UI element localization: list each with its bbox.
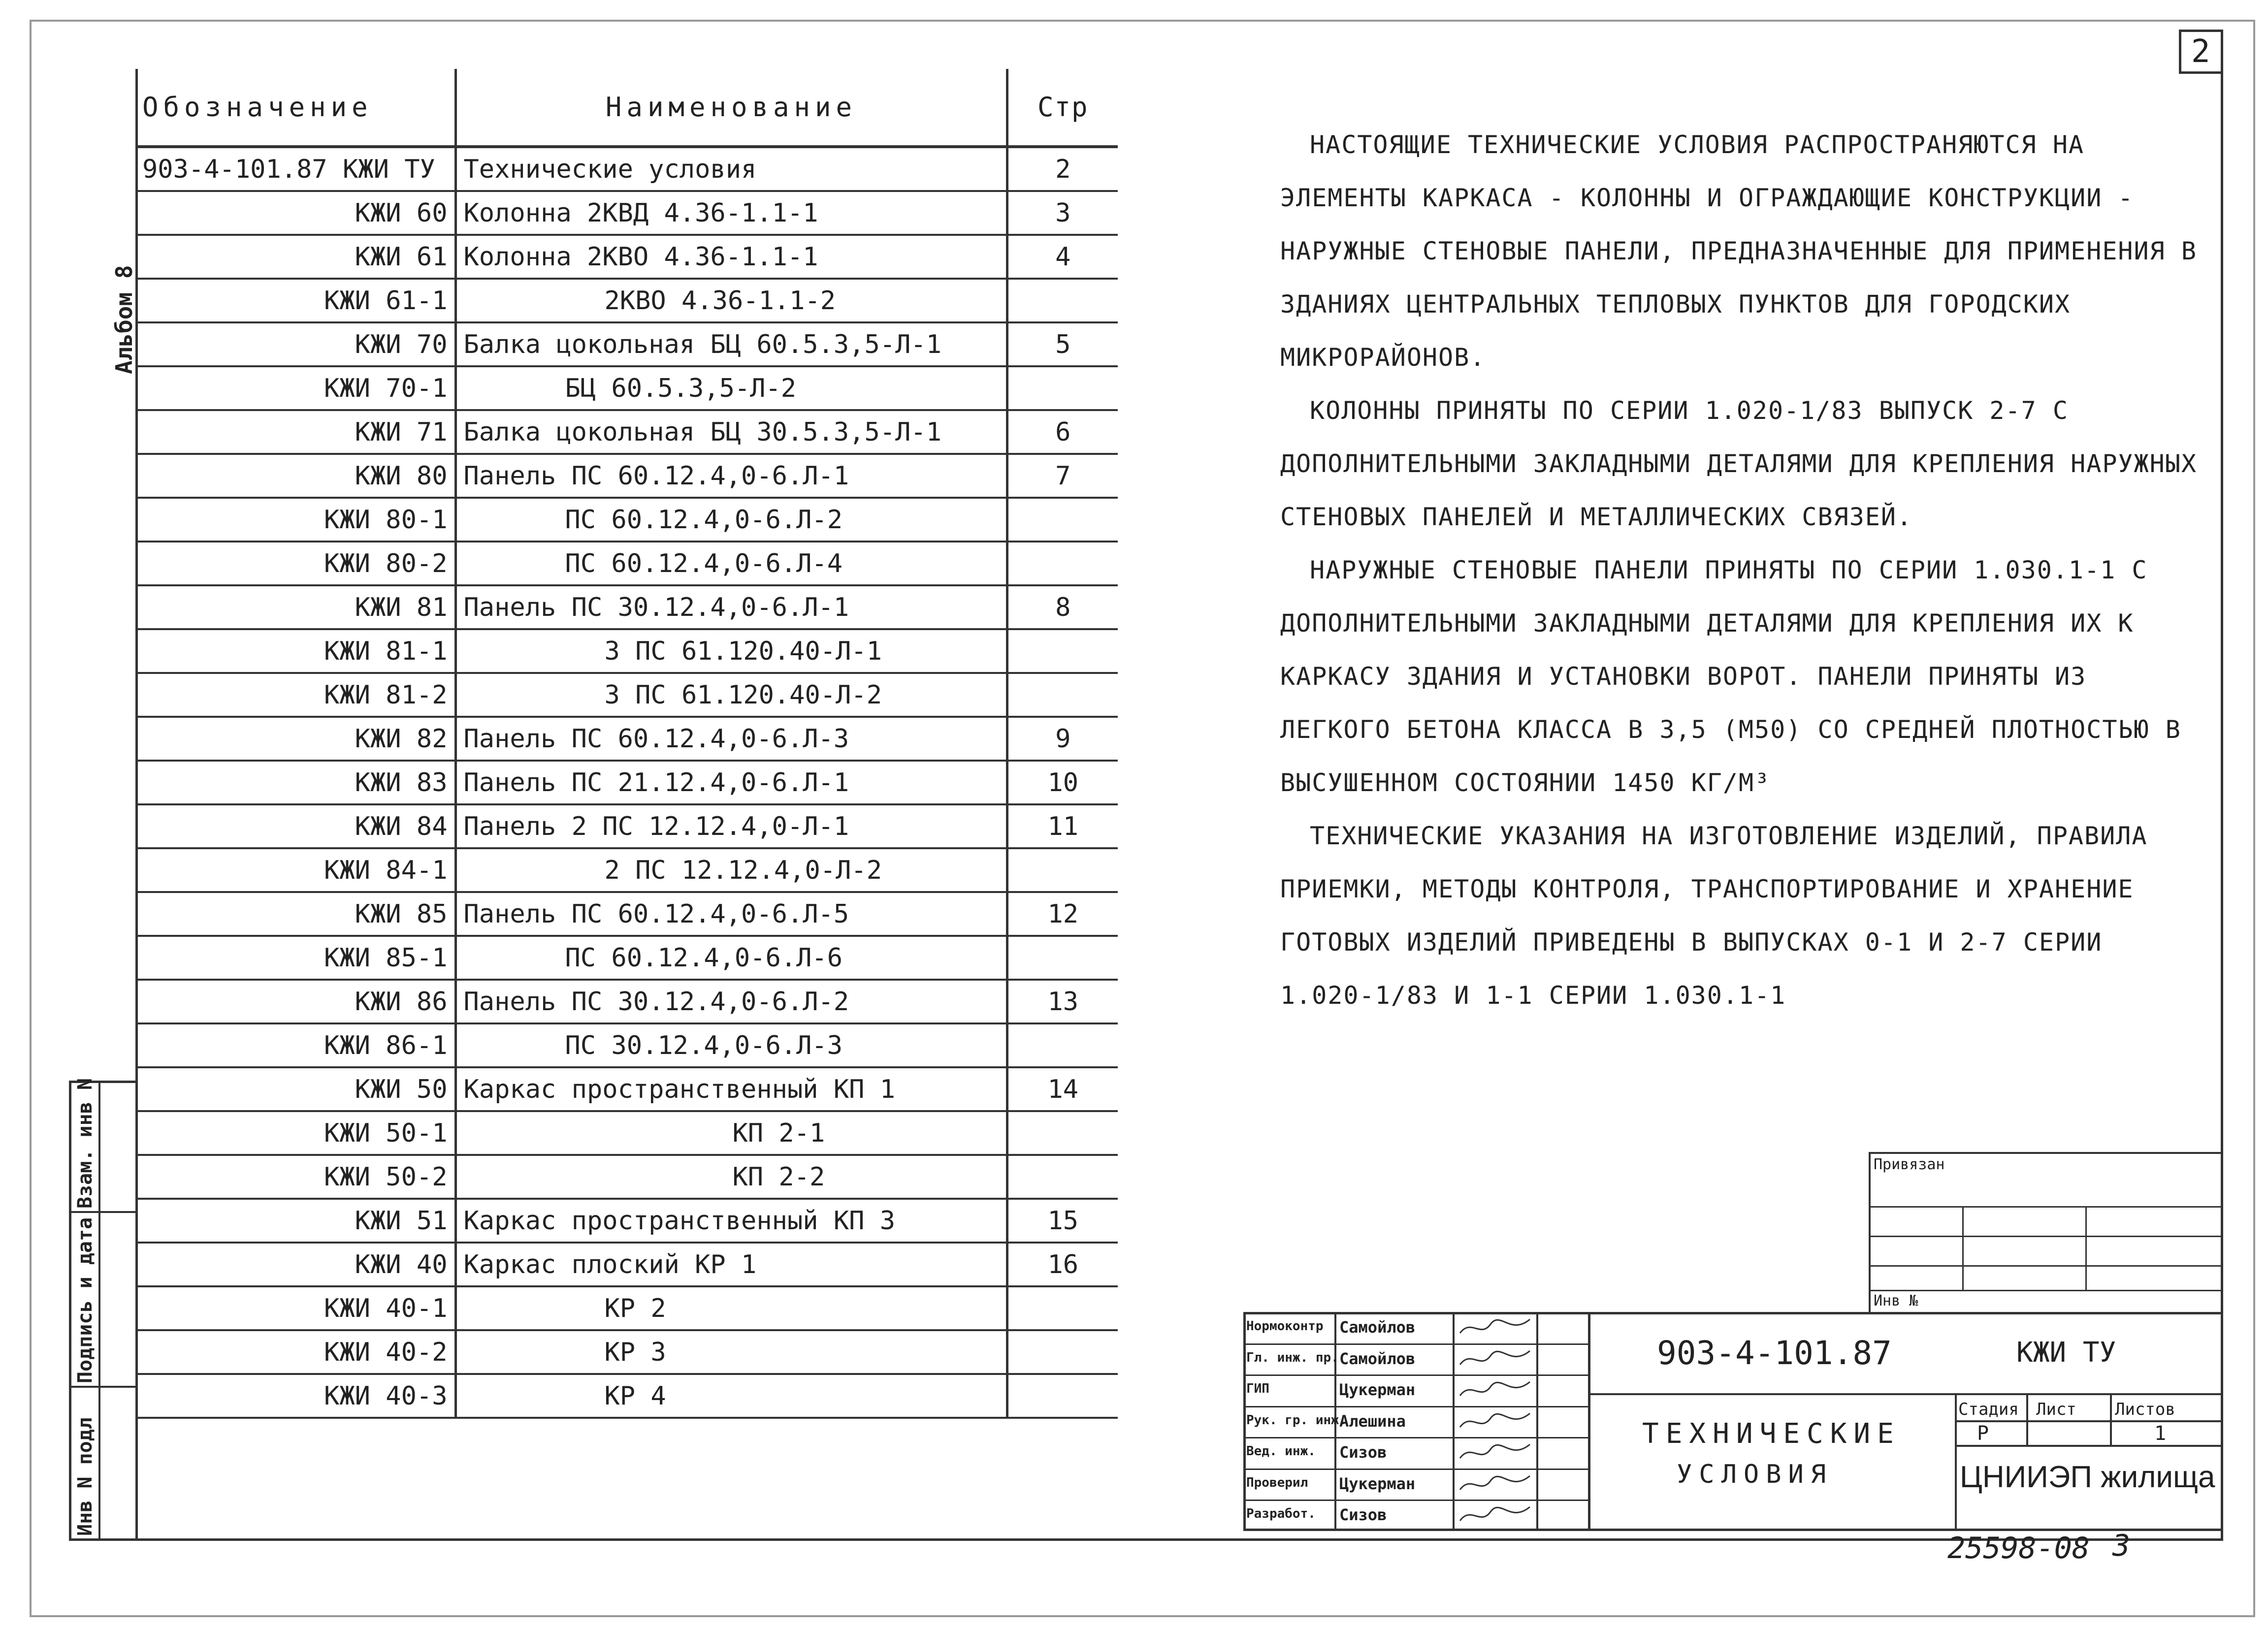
row-name: ПС 60.12.4,0-6.Л-6 xyxy=(455,936,1007,980)
sheet-header: Лист xyxy=(2036,1400,2076,1419)
signature-name: Сизов xyxy=(1339,1443,1387,1462)
signature-role: Вед. инж. xyxy=(1246,1444,1316,1459)
row-designation: КЖИ 40-1 xyxy=(135,1286,455,1330)
row-name: Панель ПС 21.12.4,0-6.Л-1 xyxy=(455,761,1007,804)
table-row xyxy=(135,1199,1118,1243)
handwritten-signature xyxy=(1456,1345,1535,1373)
row-designation: КЖИ 81-1 xyxy=(135,629,455,673)
row-page xyxy=(1007,1286,1118,1330)
signature-role: Нормоконтр xyxy=(1246,1319,1324,1334)
row-page: 10 xyxy=(1007,761,1118,804)
row-page xyxy=(1007,848,1118,892)
signature-name: Цукерман xyxy=(1339,1474,1416,1493)
row-page: 9 xyxy=(1007,717,1118,761)
archive-number: 25598-08 xyxy=(1947,1531,2090,1565)
row-name: Колонна 2КВД 4.36-1.1-1 xyxy=(455,191,1007,235)
table-row xyxy=(135,235,1118,279)
signature-name: Алешина xyxy=(1339,1412,1406,1431)
tb-line xyxy=(1955,1393,1957,1531)
row-designation: КЖИ 85-1 xyxy=(135,936,455,980)
row-name: Технические условия xyxy=(455,147,1007,191)
row-designation: КЖИ 83 xyxy=(135,761,455,804)
handwritten-signature xyxy=(1456,1438,1535,1467)
row-designation: КЖИ 50 xyxy=(135,1067,455,1111)
strip-divider xyxy=(98,1081,100,1541)
stage-header: Стадия xyxy=(1958,1400,2019,1419)
table-row xyxy=(135,804,1118,848)
table-row xyxy=(135,322,1118,366)
binding-line xyxy=(1869,1206,2223,1208)
strip-label-replace: Взам. инв N xyxy=(74,1078,97,1209)
signature-row-line xyxy=(1243,1437,1588,1438)
signature-role: Рук. гр. инж. xyxy=(1246,1413,1347,1428)
row-designation: КЖИ 85 xyxy=(135,892,455,936)
signature-row-line xyxy=(1243,1374,1588,1376)
row-page: 12 xyxy=(1007,892,1118,936)
handwritten-signature xyxy=(1456,1470,1535,1499)
organization: ЦНИИЭП жилища xyxy=(1960,1460,2215,1494)
row-page: 14 xyxy=(1007,1067,1118,1111)
binding-label: Привязан xyxy=(1874,1156,1945,1173)
tb-line xyxy=(1588,1312,1590,1531)
binding-line xyxy=(1869,1265,2223,1267)
row-page xyxy=(1007,1330,1118,1374)
row-designation: КЖИ 70-1 xyxy=(135,366,455,410)
row-name: Панель ПС 60.12.4,0-6.Л-3 xyxy=(455,717,1007,761)
table-row xyxy=(135,147,1118,191)
row-name: Каркас плоский КР 1 xyxy=(455,1243,1007,1286)
row-name: КР 3 xyxy=(455,1330,1007,1374)
handwritten-signature xyxy=(1456,1407,1535,1436)
row-designation: КЖИ 71 xyxy=(135,410,455,454)
album-label: Альбом 8 xyxy=(111,265,137,374)
stage-value: Р xyxy=(1977,1422,1989,1445)
row-designation: КЖИ 82 xyxy=(135,717,455,761)
row-designation: КЖИ 50-2 xyxy=(135,1155,455,1199)
binding-line xyxy=(1869,1290,2223,1291)
binding-line xyxy=(1962,1206,1964,1290)
row-name: БЦ 60.5.3,5-Л-2 xyxy=(455,366,1007,410)
row-page xyxy=(1007,1111,1118,1155)
note-paragraph: ТЕХНИЧЕСКИЕ УКАЗАНИЯ НА ИЗГОТОВЛЕНИЕ ИЗДЕЛИЙ, ПРАВИЛА ПРИЕМКИ, МЕТОДЫ КОНТРОЛЯ, ТРАНСПОРТИРОВАНИЕ И ХРАНЕНИЕ ГОТОВЫХ ИЗДЕЛИЙ ПРИВЕДЕНЫ В ВЫПУСКАХ 0-1 И 2-7 СЕРИИ 1.020-1/83 И 1-1 СЕРИИ 1.030.1-1 xyxy=(1280,822,2148,1010)
row-page: 16 xyxy=(1007,1243,1118,1286)
row-designation: КЖИ 51 xyxy=(135,1199,455,1243)
table-row xyxy=(135,761,1118,804)
table-row xyxy=(135,191,1118,235)
row-page: 13 xyxy=(1007,980,1118,1023)
signature-name: Цукерман xyxy=(1339,1380,1416,1399)
row-page xyxy=(1007,1374,1118,1418)
tb-line xyxy=(1955,1420,2223,1422)
table-row xyxy=(135,366,1118,410)
signature-row-line xyxy=(1243,1500,1588,1501)
technical-notes xyxy=(1280,118,2206,1022)
row-name: 2КВО 4.36-1.1-2 xyxy=(455,279,1007,322)
sheets-total: 1 xyxy=(2154,1422,2167,1445)
binding-line xyxy=(2085,1206,2087,1290)
row-page: 7 xyxy=(1007,454,1118,498)
row-page xyxy=(1007,542,1118,585)
row-page xyxy=(1007,673,1118,717)
table-row xyxy=(135,1067,1118,1111)
row-page: 3 xyxy=(1007,191,1118,235)
tb-line xyxy=(2026,1393,2028,1445)
row-name: Каркас пространственный КП 3 xyxy=(455,1199,1007,1243)
table-row xyxy=(135,673,1118,717)
signature-row-line xyxy=(1243,1406,1588,1407)
table-row xyxy=(135,1286,1118,1330)
signature-role: Гл. инж. пр. xyxy=(1246,1350,1339,1365)
table-row xyxy=(135,717,1118,761)
row-page xyxy=(1007,279,1118,322)
title-block xyxy=(1243,1312,2223,1531)
bottom-border xyxy=(135,1538,2223,1541)
table-header xyxy=(135,69,1118,147)
row-page xyxy=(1007,1155,1118,1199)
row-designation: КЖИ 61-1 xyxy=(135,279,455,322)
signature-role: Разработ. xyxy=(1246,1506,1316,1521)
doc-title-line2: УСЛОВИЯ xyxy=(1677,1460,1833,1489)
row-designation: 903-4-101.87 КЖИ ТУ xyxy=(135,147,455,191)
row-designation: КЖИ 70 xyxy=(135,322,455,366)
table-row xyxy=(135,892,1118,936)
row-name: 3 ПС 61.120.40-Л-1 xyxy=(455,629,1007,673)
row-designation: КЖИ 84 xyxy=(135,804,455,848)
row-name: ПС 30.12.4,0-6.Л-3 xyxy=(455,1023,1007,1067)
table-row xyxy=(135,1023,1118,1067)
row-name: 3 ПС 61.120.40-Л-2 xyxy=(455,673,1007,717)
row-name: Балка цокольная БЦ 60.5.3,5-Л-1 xyxy=(455,322,1007,366)
row-designation: КЖИ 86-1 xyxy=(135,1023,455,1067)
sheets-header: Листов xyxy=(2115,1400,2175,1419)
row-designation: КЖИ 61 xyxy=(135,235,455,279)
row-page: 5 xyxy=(1007,322,1118,366)
table-row xyxy=(135,980,1118,1023)
table-row xyxy=(135,1111,1118,1155)
row-name: Панель ПС 30.12.4,0-6.Л-1 xyxy=(455,585,1007,629)
signature-role: ГИП xyxy=(1246,1381,1269,1396)
strip-label-signature: Подпись и дата xyxy=(74,1217,97,1383)
row-page xyxy=(1007,936,1118,980)
row-name: КП 2-2 xyxy=(455,1155,1007,1199)
tb-line xyxy=(2110,1393,2112,1445)
row-page xyxy=(1007,629,1118,673)
row-name: Панель 2 ПС 12.12.4,0-Л-1 xyxy=(455,804,1007,848)
sheet-number: 2 xyxy=(2191,33,2210,70)
row-page xyxy=(1007,498,1118,542)
note-paragraph: КОЛОННЫ ПРИНЯТЫ ПО СЕРИИ 1.020-1/83 ВЫПУСК 2-7 С ДОПОЛНИТЕЛЬНЫМИ ЗАКЛАДНЫМИ ДЕТАЛЯМИ ДЛЯ КРЕПЛЕНИЯ НАРУЖНЫХ СТЕНОВЫХ ПАНЕЛЕЙ И МЕТАЛЛИЧЕСКИХ СВЯЗЕЙ. xyxy=(1280,396,2197,531)
row-designation: КЖИ 81 xyxy=(135,585,455,629)
row-page: 4 xyxy=(1007,235,1118,279)
doc-title-line1: ТЕХНИЧЕСКИЕ xyxy=(1642,1418,1901,1450)
signature-name: Самойлов xyxy=(1339,1318,1416,1337)
row-name: КР 2 xyxy=(455,1286,1007,1330)
row-page: 11 xyxy=(1007,804,1118,848)
signature-row-line xyxy=(1243,1343,1588,1345)
index-table xyxy=(135,69,1118,1419)
row-page: 8 xyxy=(1007,585,1118,629)
table-row xyxy=(135,848,1118,892)
strip-divider xyxy=(69,1211,138,1213)
doc-mark: КЖИ ТУ xyxy=(2016,1337,2116,1369)
row-page: 15 xyxy=(1007,1199,1118,1243)
project-code: 903-4-101.87 xyxy=(1657,1334,1892,1372)
header-name: Наименование xyxy=(455,69,1007,147)
table-row xyxy=(135,498,1118,542)
table-row xyxy=(135,454,1118,498)
table-row xyxy=(135,1330,1118,1374)
archive-suffix: 3 xyxy=(2112,1529,2131,1563)
row-page xyxy=(1007,1023,1118,1067)
row-designation: КЖИ 80-1 xyxy=(135,498,455,542)
row-name: КР 4 xyxy=(455,1374,1007,1418)
row-designation: КЖИ 80 xyxy=(135,454,455,498)
row-name: Панель ПС 30.12.4,0-6.Л-2 xyxy=(455,980,1007,1023)
strip-label-inv: Инв N подл xyxy=(74,1417,97,1536)
row-designation: КЖИ 80-2 xyxy=(135,542,455,585)
signature-row-line xyxy=(1243,1468,1588,1470)
handwritten-signature xyxy=(1456,1376,1535,1405)
table-row xyxy=(135,1374,1118,1418)
row-name: Каркас пространственный КП 1 xyxy=(455,1067,1007,1111)
index-body xyxy=(135,147,1118,1418)
strip-divider xyxy=(69,1386,138,1388)
row-page: 2 xyxy=(1007,147,1118,191)
row-name: 2 ПС 12.12.4,0-Л-2 xyxy=(455,848,1007,892)
row-page xyxy=(1007,366,1118,410)
note-paragraph: НАРУЖНЫЕ СТЕНОВЫЕ ПАНЕЛИ ПРИНЯТЫ ПО СЕРИИ 1.030.1-1 С ДОПОЛНИТЕЛЬНЫМИ ЗАКЛАДНЫМИ ДЕТАЛЯМИ ДЛЯ КРЕПЛЕНИЯ ИХ К КАРКАСУ ЗДАНИЯ И УСТАНОВКИ ВОРОТ. ПАНЕЛИ ПРИНЯТЫ ИЗ ЛЕГКОГО БЕТОНА КЛАССА В 3,5 (М50) СО СРЕДНЕЙ ПЛОТНОСТЬЮ В ВЫСУШЕННОМ СОСТОЯНИИ 1450 КГ/М³ xyxy=(1280,556,2181,797)
tb-line xyxy=(1955,1445,2223,1447)
row-designation: КЖИ 60 xyxy=(135,191,455,235)
note-paragraph: НАСТОЯЩИЕ ТЕХНИЧЕСКИЕ УСЛОВИЯ РАСПРОСТРАНЯЮТСЯ НА ЭЛЕМЕНТЫ КАРКАСА - КОЛОННЫ И ОГРАЖДАЮЩИЕ КОНСТРУКЦИИ - НАРУЖНЫЕ СТЕНОВЫЕ ПАНЕЛИ, ПРЕДНАЗНАЧЕННЫЕ ДЛЯ ПРИМЕНЕНИЯ В ЗДАНИЯХ ЦЕНТРАЛЬНЫХ ТЕПЛОВЫХ ПУНКТОВ ДЛЯ ГОРОДСКИХ МИКРОРАЙОНОВ. xyxy=(1280,130,2197,372)
signature-name: Сизов xyxy=(1339,1505,1387,1524)
row-name: Балка цокольная БЦ 30.5.3,5-Л-1 xyxy=(455,410,1007,454)
table-row xyxy=(135,936,1118,980)
row-name: Панель ПС 60.12.4,0-6.Л-1 xyxy=(455,454,1007,498)
table-row xyxy=(135,279,1118,322)
binding-line xyxy=(1869,1236,2223,1237)
handwritten-signature xyxy=(1456,1313,1535,1342)
row-name: КП 2-1 xyxy=(455,1111,1007,1155)
signature-name: Самойлов xyxy=(1339,1349,1416,1368)
table-row xyxy=(135,542,1118,585)
table-row xyxy=(135,1155,1118,1199)
table-row xyxy=(135,585,1118,629)
header-page: Стр xyxy=(1007,69,1118,147)
row-designation: КЖИ 40-3 xyxy=(135,1374,455,1418)
row-designation: КЖИ 40-2 xyxy=(135,1330,455,1374)
row-name: ПС 60.12.4,0-6.Л-2 xyxy=(455,498,1007,542)
row-designation: КЖИ 84-1 xyxy=(135,848,455,892)
row-designation: КЖИ 81-2 xyxy=(135,673,455,717)
tb-line xyxy=(1588,1393,2223,1395)
table-row xyxy=(135,1243,1118,1286)
row-name: Колонна 2КВО 4.36-1.1-1 xyxy=(455,235,1007,279)
row-page: 6 xyxy=(1007,410,1118,454)
row-designation: КЖИ 40 xyxy=(135,1243,455,1286)
row-designation: КЖИ 86 xyxy=(135,980,455,1023)
row-name: ПС 60.12.4,0-6.Л-4 xyxy=(455,542,1007,585)
signature-role: Проверил xyxy=(1246,1475,1308,1490)
row-name: Панель ПС 60.12.4,0-6.Л-5 xyxy=(455,892,1007,936)
header-designation: Обозначение xyxy=(135,69,455,147)
table-row xyxy=(135,410,1118,454)
handwritten-signature xyxy=(1456,1501,1535,1530)
inv-label: Инв № xyxy=(1874,1292,1918,1309)
row-designation: КЖИ 50-1 xyxy=(135,1111,455,1155)
table-row xyxy=(135,629,1118,673)
